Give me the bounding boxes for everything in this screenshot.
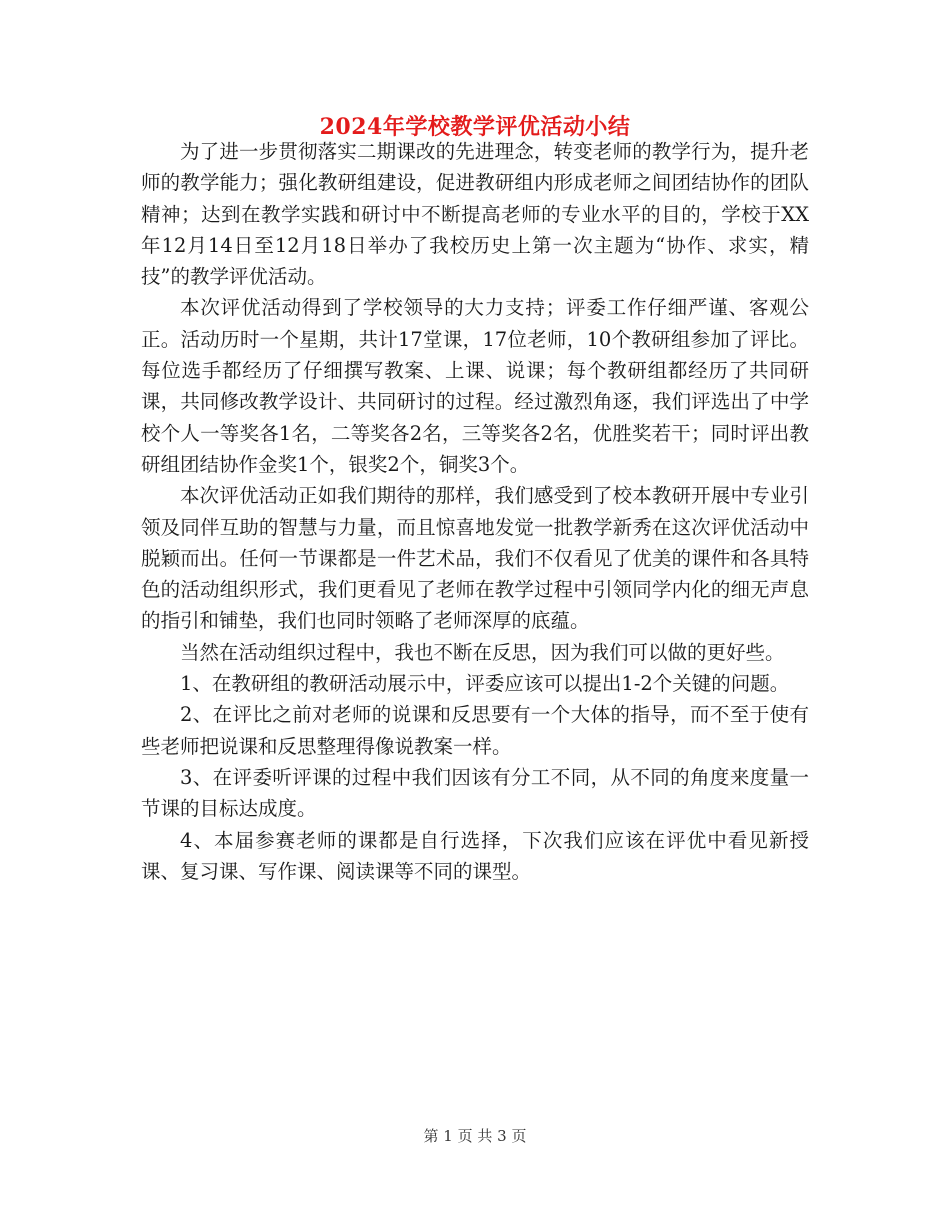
list-item-3: 3、在评委听评课的过程中我们因该有分工不同，从不同的角度来度量一节课的目标达成度。 bbox=[141, 765, 809, 821]
list-item-4: 4、本届参赛老师的课都是自行选择，下次我们应该在评优中看见新授课、复习课、写作课、阅读课等不同的课型。 bbox=[141, 828, 809, 883]
list-item-1: 1、在教研组的教研活动展示中，评委应该可以提出1-2个关键的问题。 bbox=[180, 672, 790, 696]
paragraph-intro: 为了进一步贯彻落实二期课改的先进理念，转变老师的教学行为，提升老师的教学能力；强化教研组建设，促进教研组内形成老师之间团结协作的团队精神；达到在教学实践和研讨中不断提高老师的专业水平的目的，学校于XX年12月14日至12月18日举办了我校历史上第一次主题为“协作、求实，精技”的教学评优活动。 bbox=[141, 140, 809, 289]
paragraph-improvement-intro: 当然在活动组织过程中，我也不断在反思，因为我们可以做的更好些。 bbox=[180, 640, 785, 664]
document-body bbox=[141, 136, 809, 887]
list-item-2: 2、在评比之前对老师的说课和反思要有一个大体的指导，而不至于使有些老师把说课和反思整理得像说教案一样。 bbox=[141, 703, 809, 758]
page-number: 第 1 页 共 3 页 bbox=[423, 1127, 527, 1145]
paragraph-reflection: 本次评优活动正如我们期待的那样，我们感受到了校本教研开展中专业引领及同伴互助的智慧与力量，而且惊喜地发觉一批教学新秀在这次评优活动中脱颖而出。任何一节课都是一件艺术品，我们不仅看见了优美的课件和各具特色的活动组织形式，我们更看见了老师在教学过程中引领同学内化的细无声息的指引和铺垫，我们也同时领略了老师深厚的底蕴。 bbox=[141, 484, 809, 633]
document-title: 2024年学校教学评优活动小结 bbox=[319, 114, 631, 140]
paragraph-activity-summary: 本次评优活动得到了学校领导的大力支持；评委工作仔细严谨、客观公正。活动历时一个星期，共计17堂课，17位老师，10个教研组参加了评比。每位选手都经历了仔细撰写教案、上课、说课；每个教研组都经历了共同研课，共同修改教学设计、共同研讨的过程。经过激烈角逐，我们评选出了中学校个人一等奖各1名，二等奖各2名，三等奖各2名，优胜奖若干；同时评出教研组团结协作金奖1个，银奖2个，铜奖3个。 bbox=[141, 296, 809, 476]
page-footer bbox=[0, 1126, 950, 1146]
